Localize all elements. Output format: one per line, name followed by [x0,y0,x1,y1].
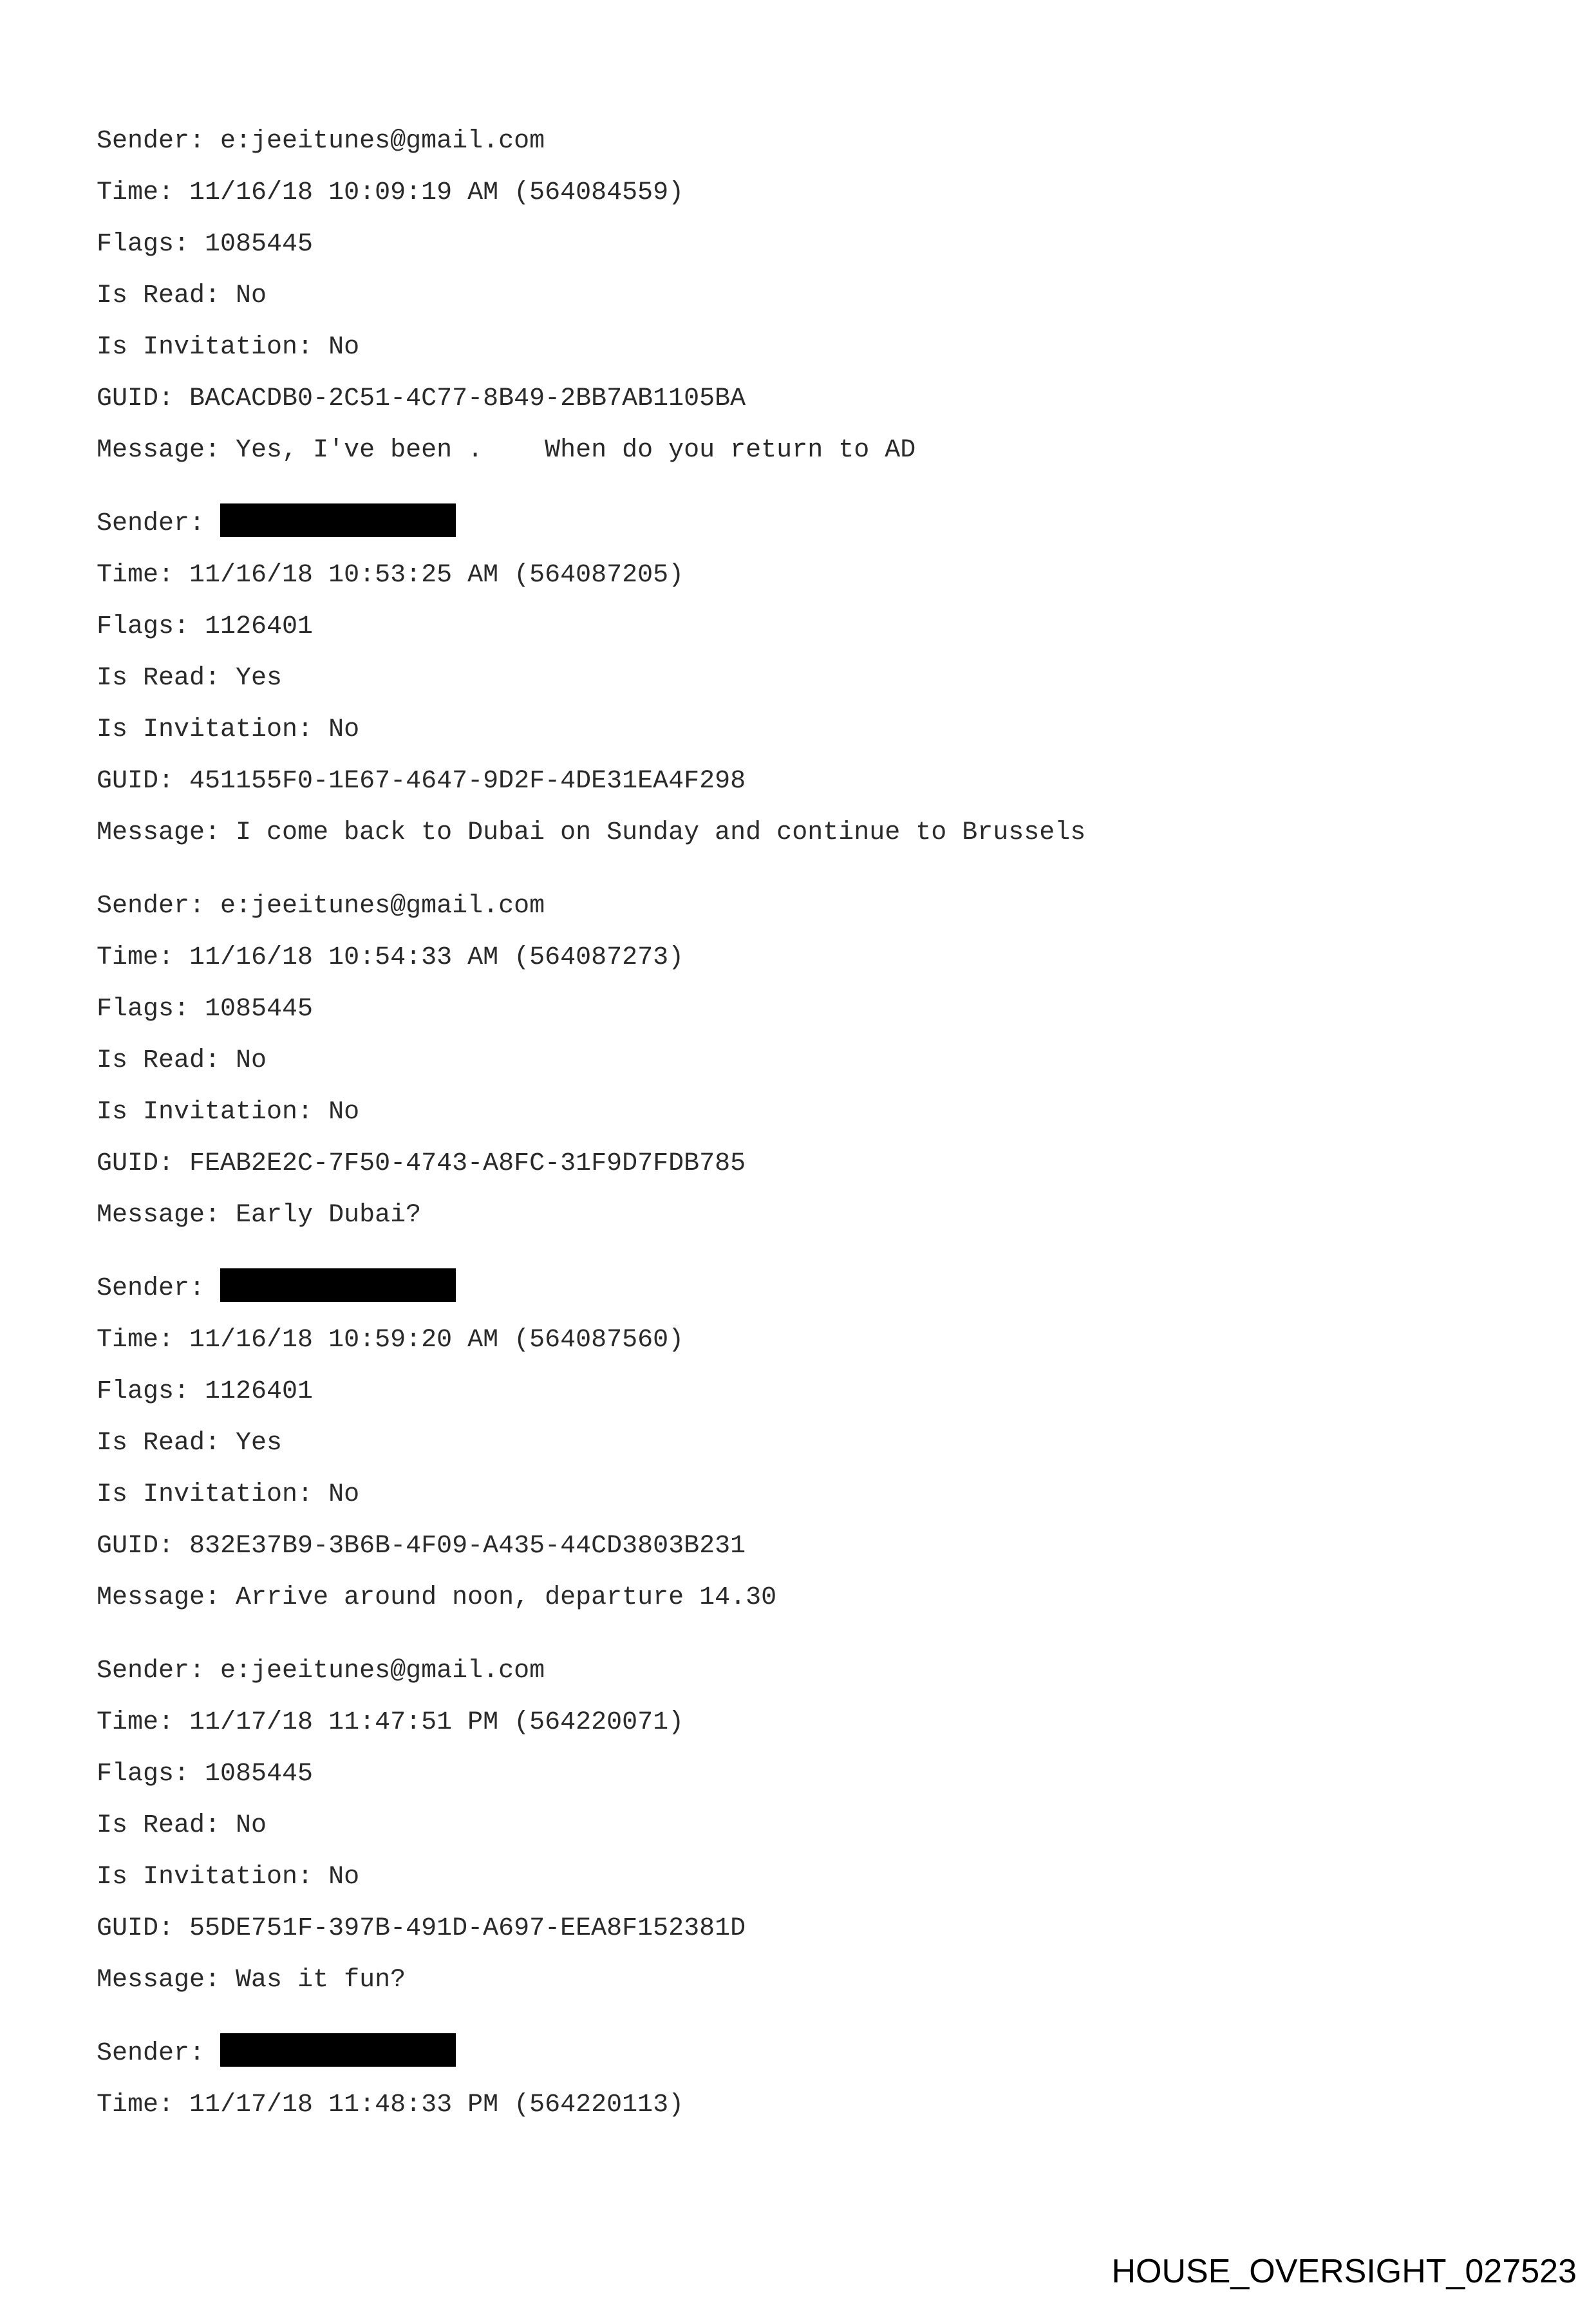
is-invitation-line [97,1087,1513,1138]
message-log [97,116,1513,2131]
time-label: Time: [97,943,190,972]
sender-label: Sender: [97,1274,221,1303]
guid-value: FEAB2E2C-7F50-4743-A8FC-31F9D7FDB785 [189,1149,746,1178]
sender-label: Sender: [97,892,221,921]
message-label: Message: [97,1201,236,1230]
message-text: Early Dubai? [236,1201,422,1230]
message-record [97,1263,1513,1624]
is-invitation-line [97,1469,1513,1521]
flags-line [97,219,1513,270]
is-read-value: No [236,1046,267,1075]
flags-label: Flags: [97,1760,205,1789]
message-line [97,1190,1513,1241]
message-text: I come back to Dubai on Sunday and continue to Brussels [236,818,1086,847]
guid-value: BACACDB0-2C51-4C77-8B49-2BB7AB1105BA [189,384,746,413]
guid-label: GUID: [97,384,190,413]
bates-number: HOUSE_OVERSIGHT_027523 [1111,2253,1577,2290]
is-read-label: Is Read: [97,1811,236,1840]
sender-line [97,1263,1513,1315]
is-invitation-value: No [328,333,360,362]
record-gap [97,1241,1513,1263]
flags-value: 1126401 [205,612,314,641]
message-record [97,881,1513,1241]
flags-value: 1126401 [205,1377,314,1406]
is-read-label: Is Read: [97,281,236,310]
guid-line [97,1138,1513,1190]
message-label: Message: [97,818,236,847]
is-read-value: Yes [236,664,283,693]
flags-line [97,1366,1513,1418]
is-read-label: Is Read: [97,1429,236,1458]
is-invitation-line [97,1852,1513,1903]
time-label: Time: [97,561,190,590]
is-invitation-line [97,704,1513,756]
sender-line [97,116,1513,167]
flags-line [97,984,1513,1035]
sender-line [97,2028,1513,2080]
is-invitation-label: Is Invitation: [97,1098,329,1127]
time-value: 11/16/18 10:59:20 AM (564087560) [189,1326,684,1355]
guid-label: GUID: [97,1149,190,1178]
message-label: Message: [97,1966,236,1995]
time-value: 11/17/18 11:48:33 PM (564220113) [189,2091,684,2120]
time-line [97,1697,1513,1749]
sender-value: e:jeeitunes@gmail.com [220,892,545,921]
guid-line [97,1521,1513,1572]
is-invitation-label: Is Invitation: [97,1863,329,1892]
sender-label: Sender: [97,127,221,156]
message-label: Message: [97,436,236,465]
time-label: Time: [97,1708,190,1737]
is-read-line [97,1035,1513,1087]
is-invitation-value: No [328,1480,360,1509]
flags-line [97,601,1513,653]
flags-value: 1085445 [205,230,314,259]
flags-value: 1085445 [205,1760,314,1789]
message-text: Yes, I've been . When do you return to AD [236,436,916,465]
record-gap [97,1624,1513,1646]
message-record [97,2028,1513,2131]
time-line [97,2080,1513,2131]
record-gap [97,859,1513,881]
time-label: Time: [97,1326,190,1355]
message-label: Message: [97,1583,236,1612]
guid-value: 451155F0-1E67-4647-9D2F-4DE31EA4F298 [189,767,746,796]
flags-line [97,1749,1513,1800]
sender-line [97,498,1513,550]
is-read-label: Is Read: [97,664,236,693]
flags-label: Flags: [97,612,205,641]
sender-line [97,1646,1513,1697]
sender-value: e:jeeitunes@gmail.com [220,1657,545,1686]
redaction-box [220,1268,456,1302]
is-read-line [97,1800,1513,1852]
message-record [97,1646,1513,2006]
guid-value: 55DE751F-397B-491D-A697-EEA8F152381D [189,1914,746,1943]
is-invitation-value: No [328,1098,360,1127]
is-invitation-value: No [328,715,360,744]
is-read-line [97,653,1513,704]
is-read-value: No [236,1811,267,1840]
time-value: 11/17/18 11:47:51 PM (564220071) [189,1708,684,1737]
guid-value: 832E37B9-3B6B-4F09-A435-44CD3803B231 [189,1532,746,1561]
message-line [97,1955,1513,2006]
flags-value: 1085445 [205,995,314,1024]
flags-label: Flags: [97,230,205,259]
guid-line [97,1903,1513,1955]
record-gap [97,2006,1513,2028]
is-invitation-label: Is Invitation: [97,715,329,744]
sender-label: Sender: [97,1657,221,1686]
time-line [97,167,1513,219]
is-read-label: Is Read: [97,1046,236,1075]
record-gap [97,476,1513,498]
is-invitation-value: No [328,1863,360,1892]
is-read-value: No [236,281,267,310]
time-line [97,550,1513,601]
message-line [97,807,1513,859]
guid-label: GUID: [97,1532,190,1561]
is-read-line [97,270,1513,322]
time-value: 11/16/18 10:53:25 AM (564087205) [189,561,684,590]
redaction-box [220,2033,456,2067]
sender-value: e:jeeitunes@gmail.com [220,127,545,156]
time-value: 11/16/18 10:54:33 AM (564087273) [189,943,684,972]
redaction-box [220,503,456,537]
message-text: Arrive around noon, departure 14.30 [236,1583,777,1612]
flags-label: Flags: [97,1377,205,1406]
message-line [97,1572,1513,1624]
message-line [97,425,1513,476]
is-invitation-label: Is Invitation: [97,1480,329,1509]
sender-label: Sender: [97,2039,221,2068]
message-record [97,116,1513,476]
is-invitation-line [97,322,1513,373]
guid-line [97,756,1513,807]
is-invitation-label: Is Invitation: [97,333,329,362]
guid-label: GUID: [97,1914,190,1943]
time-label: Time: [97,2091,190,2120]
sender-label: Sender: [97,509,221,538]
guid-line [97,373,1513,425]
message-text: Was it fun? [236,1966,406,1995]
guid-label: GUID: [97,767,190,796]
message-record [97,498,1513,859]
is-read-value: Yes [236,1429,283,1458]
sender-line [97,881,1513,932]
time-value: 11/16/18 10:09:19 AM (564084559) [189,178,684,207]
time-line [97,1315,1513,1366]
time-label: Time: [97,178,190,207]
time-line [97,932,1513,984]
is-read-line [97,1418,1513,1469]
flags-label: Flags: [97,995,205,1024]
